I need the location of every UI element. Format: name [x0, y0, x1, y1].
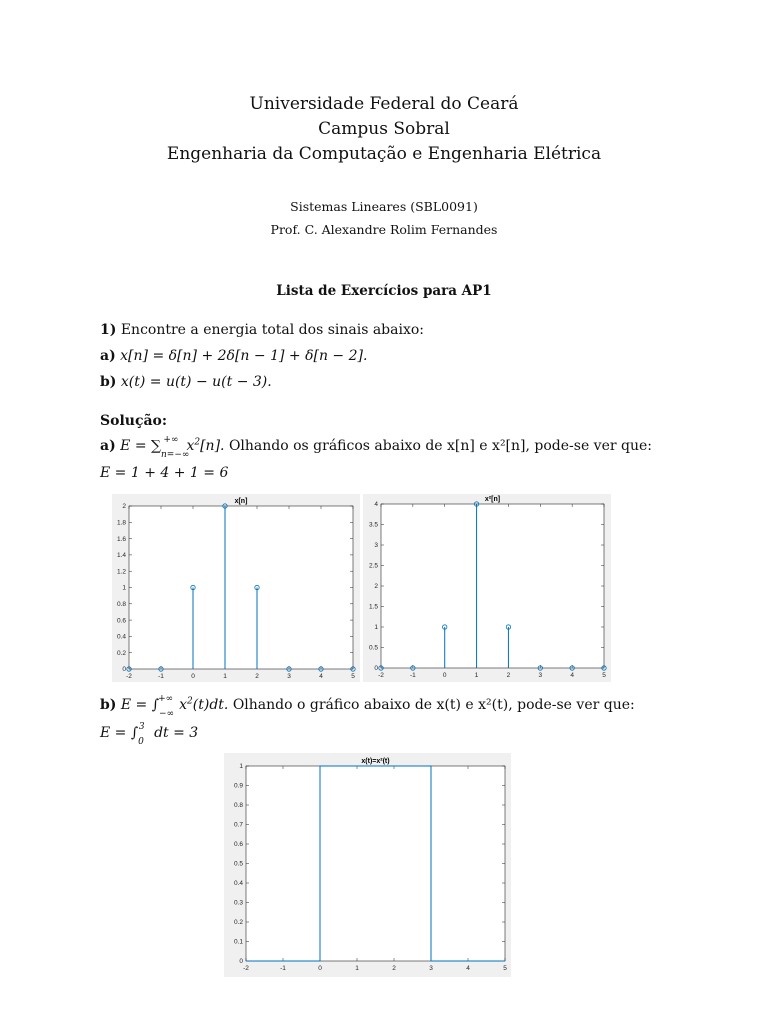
y-tick-label: 1.5 — [368, 603, 378, 611]
plot-x-squared-n — [363, 494, 611, 682]
plot-area — [246, 766, 505, 961]
x-tick-label: 4 — [570, 672, 574, 679]
x-tick-label: 2 — [506, 672, 511, 679]
x-tick-label: 4 — [466, 965, 470, 972]
plot-area — [381, 504, 604, 668]
x-tick-label: -1 — [409, 672, 416, 679]
x-tick-label: 4 — [319, 673, 323, 680]
plot-x-t — [224, 753, 511, 977]
y-tick-label: 4 — [374, 501, 378, 509]
chart-title: x²[n] — [484, 496, 501, 503]
x-tick-label: 2 — [392, 965, 396, 972]
plot-x-squared-n-svg — [363, 494, 611, 682]
y-tick-label: 0.2 — [116, 649, 126, 657]
energy-integral-formula: $E = \int_{-\infty}^{+\infty}$ $x^2(t)dt$. — [120, 694, 229, 719]
question-item-a — [100, 348, 367, 364]
solution-a-text: Olhando os gráficos abaixo de x[n] e x²[n], pode-se ver que: — [228, 438, 652, 454]
integral-zero-to-three: $E = \int_0^3$ dt — [100, 722, 169, 747]
y-tick-label: 0.8 — [116, 601, 126, 608]
chart-title: x(t)=x²(t) — [361, 758, 390, 765]
x-tick-label: 1 — [355, 965, 359, 972]
y-tick-label: 1 — [122, 584, 126, 592]
question-statement: Encontre a energia total dos sinais abaixo: — [120, 322, 425, 338]
course-names: Engenharia da Computação e Engenharia Elétrica — [166, 144, 602, 164]
list-title: Lista de Exercícios para AP1 — [276, 283, 492, 299]
y-tick-label: 0.4 — [116, 633, 126, 641]
y-tick-label: 3 — [374, 542, 378, 550]
y-tick-label: 0.8 — [233, 802, 243, 810]
item-a-label: a) — [100, 348, 116, 364]
x-tick-label: 3 — [287, 673, 291, 680]
y-tick-label: 0.6 — [233, 841, 243, 849]
x-tick-label: 5 — [602, 672, 606, 679]
y-tick-label: 0.7 — [233, 821, 243, 829]
x-tick-label: 5 — [503, 965, 507, 972]
item-b-expression: x(t) = u(t) − u(t − 3). — [120, 374, 272, 390]
plot-x-t-svg — [224, 753, 511, 977]
y-tick-label: 0.3 — [233, 899, 243, 907]
y-tick-label: 1.6 — [116, 535, 126, 543]
y-tick-label: 1.4 — [116, 552, 126, 560]
solution-b-result-line — [100, 722, 199, 747]
solution-b-text: Olhando o gráfico abaixo de x(t) e x²(t), pode-se ver que: — [232, 697, 635, 713]
y-tick-label: 0 — [239, 958, 243, 966]
solution-b-result: = 3 — [173, 725, 199, 741]
plot-area — [129, 506, 353, 669]
solution-a-result: E = 1 + 4 + 1 = 6 — [100, 465, 229, 481]
x-tick-label: -2 — [126, 673, 132, 680]
plot-x-n — [112, 494, 360, 682]
subject-name: Sistemas Lineares (SBL0091) — [290, 199, 478, 214]
professor-name: Prof. C. Alexandre Rolim Fernandes — [270, 222, 498, 237]
question-number: 1) — [100, 322, 117, 338]
y-tick-label: 2 — [374, 583, 378, 591]
y-tick-label: 1 — [374, 624, 378, 632]
y-tick-label: 2 — [122, 503, 126, 511]
solution-label: Solução: — [100, 413, 168, 429]
y-tick-label: 1.2 — [116, 568, 126, 576]
x-tick-label: 1 — [223, 673, 227, 680]
solution-b-line — [100, 694, 635, 719]
x-tick-label: 0 — [318, 965, 322, 972]
x-tick-label: 5 — [351, 673, 355, 680]
solution-b-label: b) — [100, 697, 117, 713]
x-tick-label: 1 — [474, 672, 479, 679]
y-tick-label: 2.5 — [368, 562, 378, 570]
y-tick-label: 1.8 — [116, 519, 126, 527]
plot-x-n-svg — [112, 494, 360, 682]
x-tick-label: 2 — [255, 673, 259, 680]
x-tick-label: 0 — [442, 672, 447, 679]
y-tick-label: 0.9 — [233, 782, 243, 790]
x-tick-label: -1 — [280, 965, 286, 972]
y-tick-label: 3.5 — [368, 521, 378, 529]
y-tick-label: 0.1 — [233, 938, 243, 946]
solution-a-label: a) — [100, 438, 116, 454]
solution-a-line — [100, 435, 652, 460]
y-tick-label: 0.6 — [116, 617, 126, 625]
university-name: Universidade Federal do Ceará — [249, 94, 519, 114]
y-tick-label: 0 — [122, 666, 126, 674]
y-tick-label: 0 — [374, 665, 378, 673]
x-tick-label: -2 — [378, 672, 384, 679]
item-b-label: b) — [100, 374, 117, 390]
x-tick-label: -2 — [243, 965, 249, 972]
y-tick-label: 1 — [239, 763, 243, 771]
campus-name: Campus Sobral — [318, 119, 450, 139]
chart-title: x[n] — [234, 498, 248, 505]
question-1 — [100, 322, 424, 338]
y-tick-label: 0.4 — [233, 880, 243, 888]
x-tick-label: 3 — [429, 965, 433, 972]
x-tick-label: 0 — [191, 673, 195, 680]
y-tick-label: 0.5 — [368, 644, 378, 652]
y-tick-label: 0.2 — [233, 919, 243, 927]
energy-sum-formula: $E = \sum_{n=-\infty}^{+\infty}$ $x^2[n]$. — [120, 435, 225, 460]
x-tick-label: -1 — [158, 673, 164, 680]
question-item-b — [100, 374, 272, 390]
item-a-expression: x[n] = δ[n] + 2δ[n − 1] + δ[n − 2]. — [120, 348, 368, 364]
x-tick-label: 3 — [538, 672, 543, 679]
y-tick-label: 0.5 — [233, 860, 243, 868]
